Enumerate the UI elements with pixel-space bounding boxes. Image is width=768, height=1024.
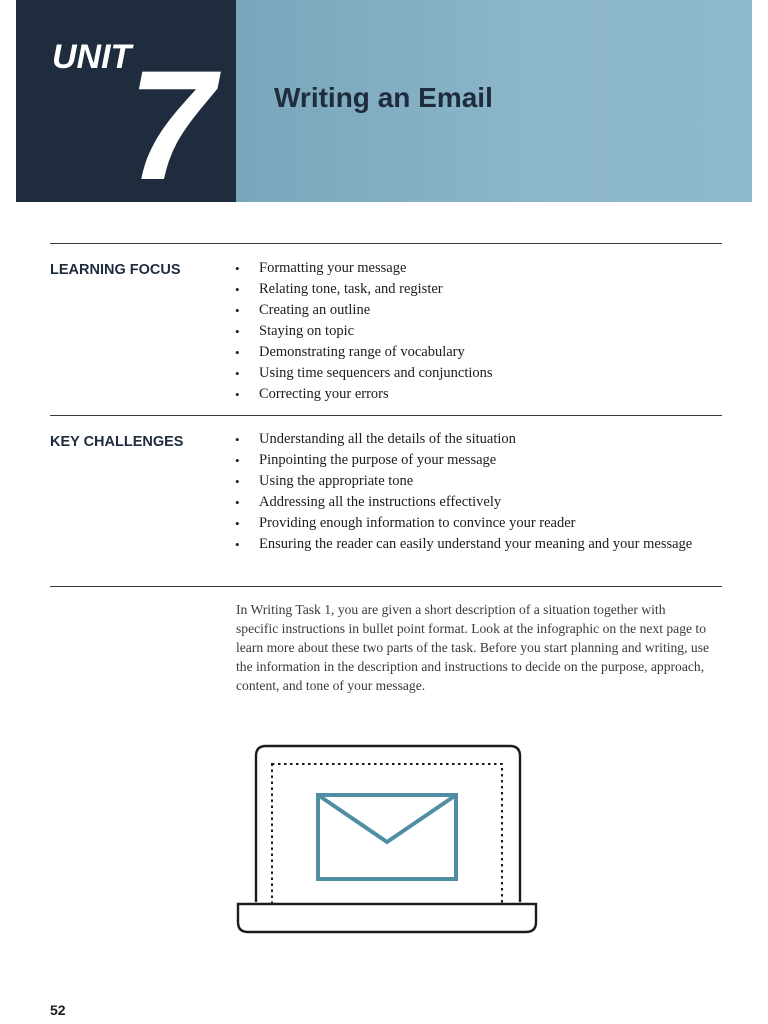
unit-label: UNIT bbox=[52, 38, 132, 76]
page-title: Writing an Email bbox=[274, 82, 493, 113]
unit-number: 7 bbox=[128, 39, 215, 213]
list-item: • Providing enough information to convince your reader bbox=[233, 513, 713, 534]
key-challenges-heading: KEY CHALLENGES bbox=[50, 434, 184, 450]
list-item: • Relating tone, task, and register bbox=[233, 279, 713, 300]
list-item: • Addressing all the instructions effectively bbox=[233, 492, 713, 513]
list-item: • Demonstrating range of vocabulary bbox=[233, 342, 713, 363]
list-item: • Formatting your message bbox=[233, 258, 713, 279]
unit-banner bbox=[16, 0, 752, 213]
divider bbox=[50, 586, 722, 587]
key-challenges-list bbox=[233, 429, 713, 555]
page-number: 52 bbox=[50, 1002, 66, 1018]
laptop-email-icon bbox=[232, 744, 542, 945]
divider bbox=[50, 243, 722, 244]
list-item: • Staying on topic bbox=[233, 321, 713, 342]
intro-paragraph: In Writing Task 1, you are given a short description of a situation together with specific instructions in bullet point format. Look at the infographic on the next page to learn more about these two parts of the task. Before you start planning and writing, use the information in the description and instructions to decide on the purpose, approach, content, and tone of your message. bbox=[236, 602, 710, 693]
list-item: • Understanding all the details of the situation bbox=[233, 429, 713, 450]
list-item: • Creating an outline bbox=[233, 300, 713, 321]
learning-focus-heading: LEARNING FOCUS bbox=[50, 262, 181, 278]
list-item: • Using the appropriate tone bbox=[233, 471, 713, 492]
list-item: • Correcting your errors bbox=[233, 384, 713, 405]
list-item: • Ensuring the reader can easily understand your meaning and your message bbox=[233, 534, 713, 555]
learning-focus-list bbox=[233, 258, 713, 405]
list-item: • Using time sequencers and conjunctions bbox=[233, 363, 713, 384]
divider bbox=[50, 415, 722, 416]
list-item: • Pinpointing the purpose of your message bbox=[233, 450, 713, 471]
